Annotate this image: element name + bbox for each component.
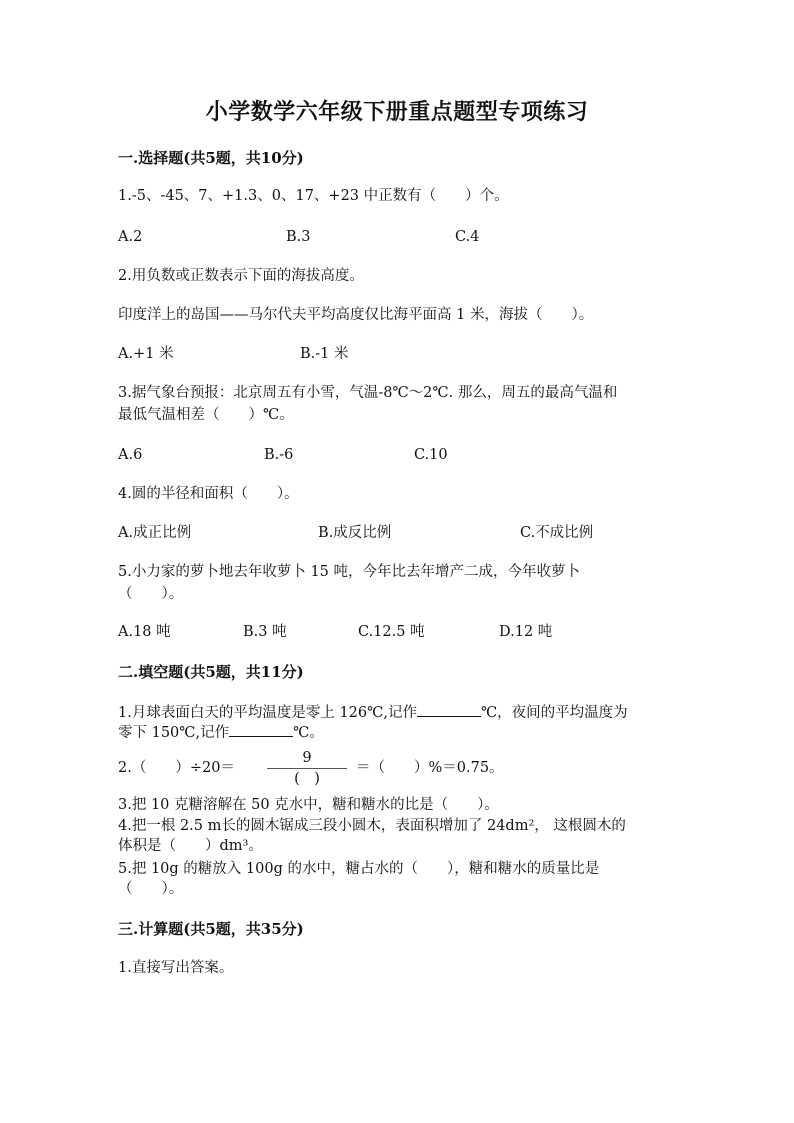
question-text: 1.-5、-45、7、+1.3、0、17、+23 中正数有（ ）个。 — [118, 188, 509, 204]
fraction-denominator: ( ) — [294, 771, 320, 787]
section-heading-choice: 一.选择题(共5题，共10分) — [118, 149, 304, 167]
fraction-bar — [267, 768, 347, 769]
option-b: B.3 吨 — [243, 624, 287, 640]
option-b: B.成反比例 — [318, 525, 392, 541]
option-b: B.3 — [286, 229, 311, 245]
page-title: 小学数学六年级下册重点题型专项练习 — [205, 99, 589, 125]
question-text: 印度洋上的岛国——马尔代夫平均高度仅比海平面高 1 米，海拔（ ）。 — [118, 307, 594, 323]
option-b: B.-1 米 — [300, 346, 349, 362]
question-text: 2.（ ）÷20＝ — [118, 760, 235, 776]
question-text — [118, 702, 628, 723]
option-b: B.-6 — [264, 447, 294, 463]
question-text — [118, 722, 324, 743]
question-text: 最低气温相差（ ）℃。 — [118, 407, 294, 423]
answer-blank[interactable] — [229, 722, 293, 737]
question-text: 体积是（ ）dm³。 — [118, 838, 263, 854]
option-a: A.成正比例 — [118, 525, 192, 541]
question-text: 2.用负数或正数表示下面的海拔高度。 — [118, 268, 364, 284]
option-a: A.+1 米 — [118, 346, 174, 362]
question-text: 3.据气象台预报：北京周五有小雪，气温-8℃～2℃. 那么，周五的最高气温和 — [118, 385, 618, 401]
option-a: A.2 — [118, 229, 143, 245]
option-c: C.12.5 吨 — [358, 624, 425, 640]
question-text: 1.直接写出答案。 — [118, 960, 234, 976]
option-d: D.12 吨 — [499, 624, 553, 640]
question-text-part: 零下 150℃,记作 — [118, 725, 230, 741]
question-text-part: ℃。 — [293, 725, 324, 741]
option-a: A.6 — [118, 447, 143, 463]
question-text: ＝（ ）%＝0.75。 — [356, 760, 504, 776]
fraction-numerator: 9 — [302, 750, 312, 766]
question-text: 5.小力家的萝卜地去年收萝卜 15 吨，今年比去年增产二成，今年收萝卜 — [118, 564, 581, 580]
question-text: 4.把一根 2.5 m长的圆木锯成三段小圆木，表面积增加了 24dm²， 这根圆木的 — [118, 818, 626, 834]
option-c: C.不成比例 — [520, 525, 594, 541]
question-text-part: ℃，夜间的平均温度为 — [480, 705, 628, 721]
option-c: C.4 — [455, 229, 480, 245]
fraction — [267, 749, 347, 788]
question-text: （ ）。 — [118, 881, 184, 897]
question-text: 3.把 10 克糖溶解在 50 克水中，糖和糖水的比是（ ）。 — [118, 797, 499, 813]
answer-blank[interactable] — [417, 702, 481, 717]
option-c: C.10 — [414, 447, 448, 463]
question-text: （ ）。 — [118, 586, 184, 602]
option-a: A.18 吨 — [118, 624, 171, 640]
question-text-part: 1.月球表面白天的平均温度是零上 126℃,记作 — [118, 705, 417, 721]
section-heading-calc: 三.计算题(共5题，共35分) — [118, 920, 304, 938]
section-heading-fill: 二.填空题(共5题，共11分) — [118, 663, 304, 681]
question-text: 5.把 10g 的糖放入 100g 的水中，糖占水的（ ），糖和糖水的质量比是 — [118, 861, 600, 877]
question-text: 4.圆的半径和面积（ ）。 — [118, 486, 299, 502]
